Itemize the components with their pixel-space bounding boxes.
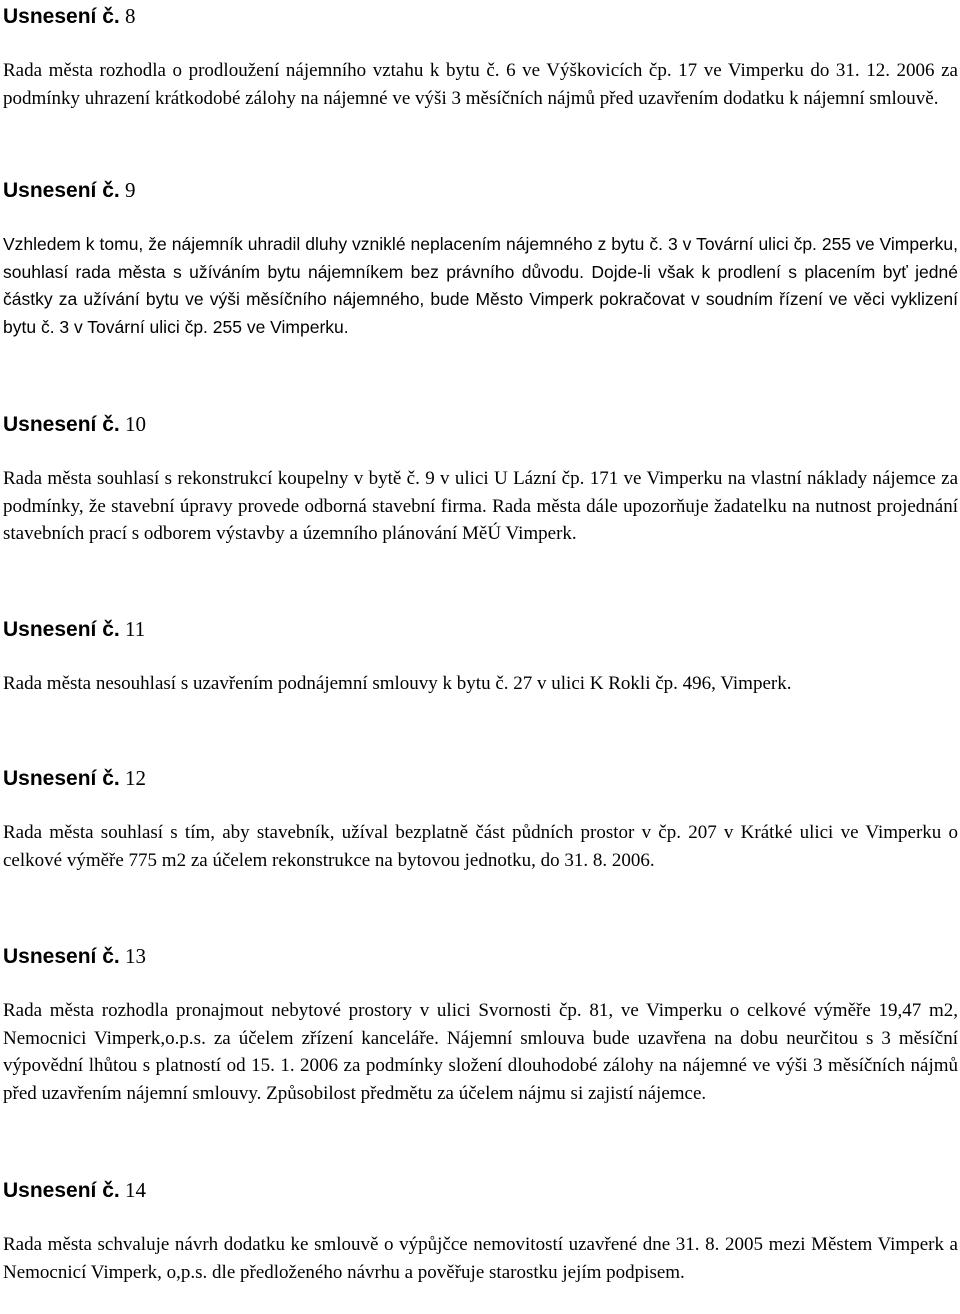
resolution-number: 13 — [124, 944, 146, 968]
resolution-14 — [3, 1176, 958, 1286]
resolution-text: Rada města souhlasí s rekonstrukcí koupelny v bytě č. 9 v ulici U Lázní čp. 171 ve Vimperku na vlastní náklady nájemce za podmínky, že stavební úpravy provede odborná stavební firma. Rada města dále upozorňuje žadatelku na nutnost projednání stavebních prací s odborem výstavby a územního plánování MěÚ Vimperk. — [3, 468, 958, 544]
resolution-heading — [3, 942, 958, 971]
heading-prefix: Usnesení č. — [3, 179, 120, 202]
resolution-heading — [3, 2, 958, 31]
heading-prefix: Usnesení č. — [3, 413, 120, 436]
resolution-text: Rada města schvaluje návrh dodatku ke smlouvě o výpůjčce nemovitostí uzavřené dne 31. 8. 2005 mezi Městem Vimperk a Nemocnicí Vimperk, o,p.s. dle předloženého návrhu a pověřuje starostku jejím podpisem. — [3, 1234, 958, 1283]
resolution-number: 12 — [124, 766, 146, 790]
resolution-13 — [3, 942, 958, 1107]
heading-prefix: Usnesení č. — [3, 618, 120, 641]
resolution-8 — [3, 2, 958, 112]
resolution-number: 8 — [124, 4, 136, 28]
resolution-number: 14 — [124, 1178, 146, 1202]
resolution-text: Rada města souhlasí s tím, aby stavebník, užíval bezplatně část půdních prostor v čp. 207 v Krátké ulici ve Vimperku o celkové výměře 775 m2 za účelem rekonstrukce na bytovou jednotku, do 31. 8. 2006. — [3, 822, 958, 871]
resolution-heading — [3, 764, 958, 793]
resolution-number: 9 — [124, 178, 136, 202]
resolution-number: 11 — [124, 617, 146, 641]
resolution-heading — [3, 410, 958, 439]
resolution-heading — [3, 1176, 958, 1205]
resolution-12 — [3, 764, 958, 874]
resolution-text: Vzhledem k tomu, že nájemník uhradil dluhy vzniklé neplacením nájemného z bytu č. 3 v Tovární ulici čp. 255 ve Vimperku, souhlasí rada města s užíváním bytu nájemníkem bez právního důvodu. Dojde-li však k prodlení s placením byť jedné částky za užívání bytu ve výši měsíčního nájemného, bude Město Vimperk pokračovat v soudním řízení ve věci vyklizení bytu č. 3 v Tovární ulici čp. 255 ve Vimperku. — [3, 234, 958, 337]
resolution-heading — [3, 176, 958, 205]
heading-prefix: Usnesení č. — [3, 5, 120, 28]
heading-prefix: Usnesení č. — [3, 945, 120, 968]
resolution-text: Rada města nesouhlasí s uzavřením podnájemní smlouvy k bytu č. 27 v ulici K Rokli čp. 496, Vimperk. — [3, 673, 792, 694]
resolution-text: Rada města rozhodla pronajmout nebytové prostory v ulici Svornosti čp. 81, ve Vimperku o celkové výměře 19,47 m2, Nemocnici Vimperk,o.p.s. za účelem zřízení kanceláře. Nájemní smlouva bude uzavřena na dobu neurčitou s 3 měsíční výpovědní lhůtou s platností od 15. 1. 2006 za podmínky složení dlouhodobé zálohy na nájemné ve výši 3 měsíčních nájmů před uzavřením nájemní smlouvy. Způsobilost předmětu za účelem nájmu si zajistí nájemce. — [3, 1000, 958, 1104]
resolution-9 — [3, 176, 958, 341]
resolution-11 — [3, 615, 958, 698]
resolution-number: 10 — [124, 412, 146, 436]
resolution-heading — [3, 615, 958, 644]
heading-prefix: Usnesení č. — [3, 767, 120, 790]
resolution-10 — [3, 410, 958, 548]
resolution-text: Rada města rozhodla o prodloužení nájemního vztahu k bytu č. 6 ve Výškovicích čp. 17 ve Vimperku do 31. 12. 2006 za podmínky uhrazení krátkodobé zálohy na nájemné ve výši 3 měsíčních nájmů před uzavřením dodatku k nájemní smlouvě. — [3, 60, 958, 109]
heading-prefix: Usnesení č. — [3, 1179, 120, 1202]
